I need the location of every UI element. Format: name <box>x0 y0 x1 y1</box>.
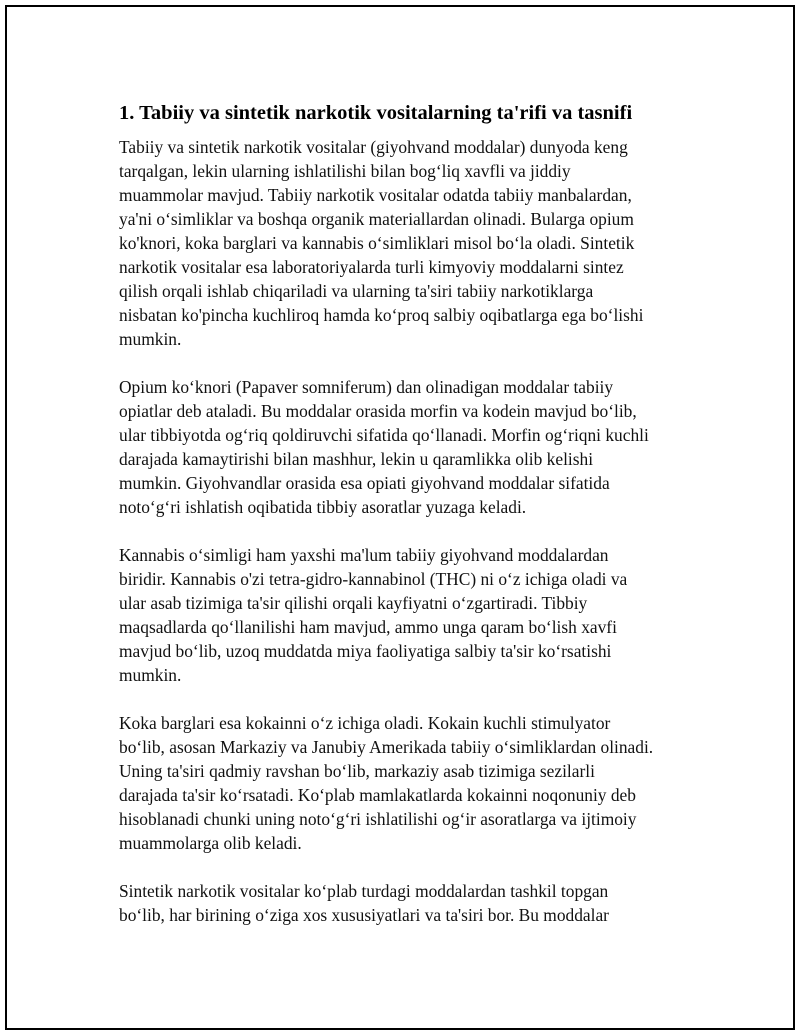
paragraph <box>119 879 699 927</box>
document-page <box>5 5 795 1030</box>
text-line: ya'ni o‘simliklar va boshqa organik materiallardan olinadi. Bularga opium <box>119 209 634 229</box>
text-line: biridir. Kannabis o'zi tetra-gidro-kannabinol (THC) ni o‘z ichiga oladi va <box>119 569 628 589</box>
text-line: hisoblanadi chunki uning noto‘g‘ri ishlatilishi og‘ir asoratlarga va ijtimoiy <box>119 809 637 829</box>
text-line: darajada ta'sir ko‘rsatadi. Ko‘plab mamlakatlarda kokainni noqonuniy deb <box>119 785 636 805</box>
text-line: muammolar mavjud. Tabiiy narkotik vositalar odatda tabiiy manbalardan, <box>119 185 632 205</box>
text-line: Sintetik narkotik vositalar ko‘plab turdagi moddalardan tashkil topgan <box>119 881 609 901</box>
text-line: mavjud bo‘lib, uzoq muddatda miya faoliyatiga salbiy ta'sir ko‘rsatishi <box>119 641 612 661</box>
text-line: darajada kamaytirishi bilan mashhur, lekin u qaramlikka olib kelishi <box>119 449 594 469</box>
paragraph <box>119 135 699 351</box>
text-line: maqsadlarda qo‘llanilishi ham mavjud, ammo unga qaram bo‘lish xavfi <box>119 617 617 637</box>
text-line: ular tibbiyotda og‘riq qoldiruvchi sifatida qo‘llanadi. Morfin og‘riqni kuchli <box>119 425 649 445</box>
text-line: bo‘lib, asosan Markaziy va Janubiy Amerikada tabiiy o‘simliklardan olinadi. <box>119 737 654 757</box>
text-line: Uning ta'siri qadmiy ravshan bo‘lib, markaziy asab tizimiga sezilarli <box>119 761 595 781</box>
text-line: Kannabis o‘simligi ham yaxshi ma'lum tabiiy giyohvand moddalardan <box>119 545 609 565</box>
text-line: ular asab tizimiga ta'sir qilishi orqali kayfiyatni o‘zgartiradi. Tibbiy <box>119 593 588 613</box>
text-line: Koka barglari esa kokainni o‘z ichiga oladi. Kokain kuchli stimulyator <box>119 713 611 733</box>
text-line: muammolarga olib keladi. <box>119 833 302 853</box>
text-line: nisbatan ko'pincha kuchliroq hamda ko‘proq salbiy oqibatlarga ega bo‘lishi <box>119 305 644 325</box>
text-line: ko'knori, koka barglari va kannabis o‘simliklari misol bo‘la oladi. Sintetik <box>119 233 635 253</box>
text-line: mumkin. <box>119 665 182 685</box>
paragraph <box>119 375 699 519</box>
text-line: tarqalgan, lekin ularning ishlatilishi bilan bog‘liq xavfli va jiddiy <box>119 161 571 181</box>
text-line: mumkin. <box>119 329 182 349</box>
text-line: narkotik vositalar esa laboratoriyalarda turli kimyoviy moddalarni sintez <box>119 257 624 277</box>
paragraph <box>119 543 699 687</box>
paragraph <box>119 711 699 855</box>
document-body <box>119 99 699 951</box>
text-line: opiatlar deb ataladi. Bu moddalar orasida morfin va kodein mavjud bo‘lib, <box>119 401 637 421</box>
text-line: noto‘g‘ri ishlatish oqibatida tibbiy asoratlar yuzaga keladi. <box>119 497 527 517</box>
text-line: bo‘lib, har birining o‘ziga xos xususiyatlari va ta'siri bor. Bu moddalar <box>119 905 609 925</box>
text-line: Opium ko‘knori (Papaver somniferum) dan olinadigan moddalar tabiiy <box>119 377 614 397</box>
text-line: qilish orqali ishlab chiqariladi va ularning ta'siri tabiiy narkotiklarga <box>119 281 594 301</box>
text-line: mumkin. Giyohvandlar orasida esa opiati giyohvand moddalar sifatida <box>119 473 610 493</box>
text-line: Tabiiy va sintetik narkotik vositalar (giyohvand moddalar) dunyoda keng <box>119 137 628 157</box>
section-heading: 1. Tabiiy va sintetik narkotik vositalarning ta'rifi va tasnifi <box>119 102 633 124</box>
